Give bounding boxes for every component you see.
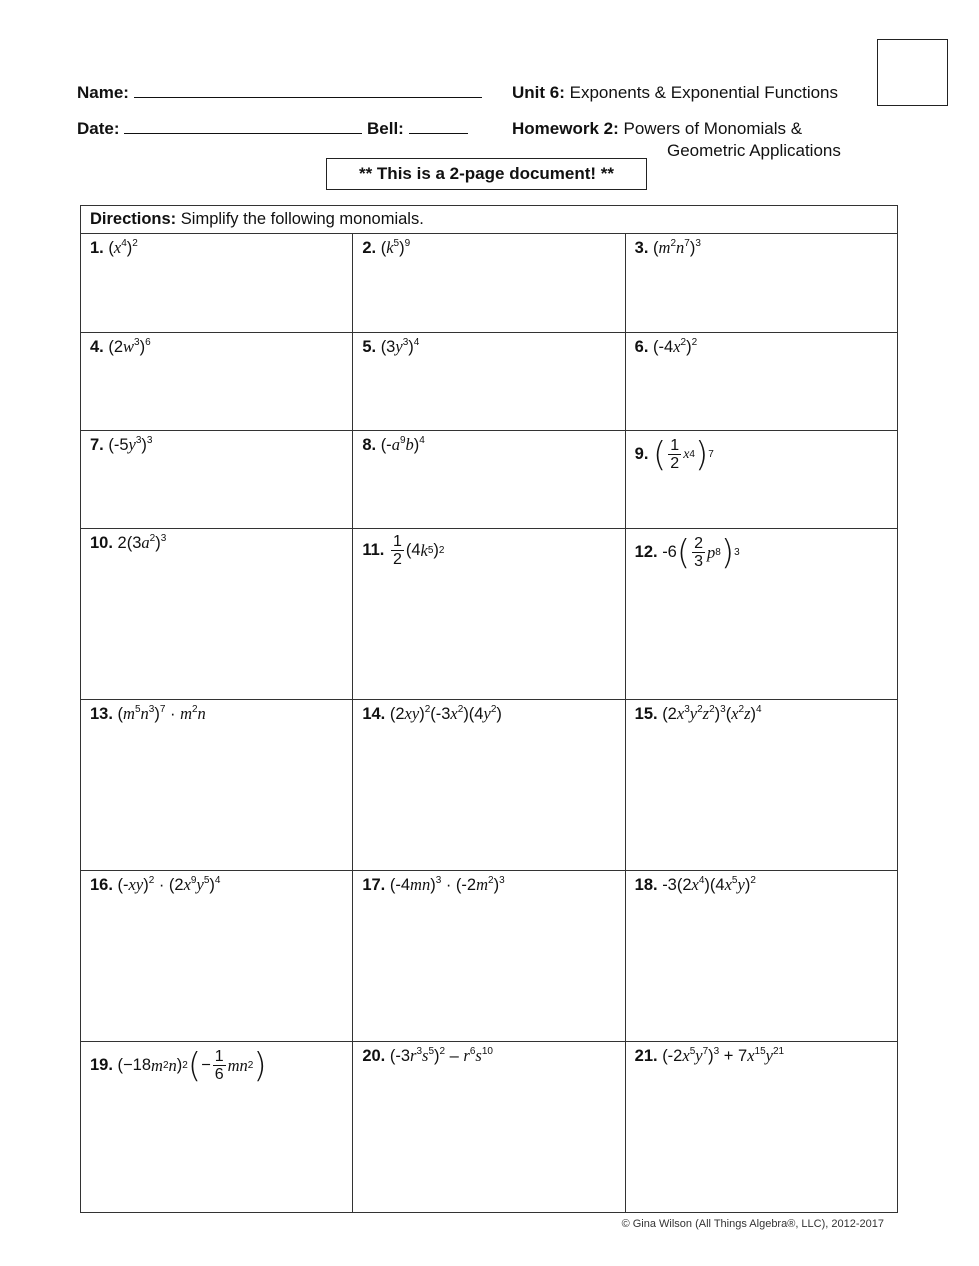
problem-number: 19. [90, 1056, 113, 1074]
problem-expression: $(x^4)^2$ [108, 238, 138, 257]
problem-cell[interactable] [353, 529, 625, 700]
score-box [877, 39, 948, 106]
problem-expression: ( $\frac{1}{2}$ x 4 ) 7 [653, 434, 714, 475]
date-line[interactable] [124, 119, 362, 134]
problem-expression: $(-2x^5y^7)^3 + 7x^{15}y^{21}$ [662, 1046, 785, 1065]
homework-label: Homework 2: [512, 119, 619, 138]
problem-cell[interactable] [81, 871, 353, 1042]
directions-label: Directions: [90, 210, 177, 228]
name-label: Name: [77, 83, 129, 102]
name-line[interactable] [134, 83, 482, 98]
problem-cell[interactable] [81, 529, 353, 700]
problem-expression: -6 ( $\frac{2}{3}$ p 8 ) 3 [662, 532, 740, 573]
bell-line[interactable] [409, 119, 468, 134]
problem-cell[interactable] [81, 1042, 353, 1213]
problem-number: 15. [634, 705, 658, 723]
unit-label: Unit 6: [512, 83, 565, 102]
homework-title-line1: Powers of Monomials & [623, 119, 803, 138]
problem-number: 4. [90, 338, 104, 356]
problem-cell[interactable] [353, 431, 625, 529]
problem-expression: $(-4x^2)^2$ [653, 337, 698, 356]
problem-number: 9. [634, 445, 649, 463]
directions-text: Simplify the following monomials. [180, 210, 424, 228]
problem-expression: $(m^5n^3)^7 \cdot m^2n$ [117, 704, 206, 723]
problem-number: 21. [634, 1047, 658, 1065]
problems-table [80, 205, 898, 1213]
problem-cell[interactable] [625, 234, 897, 333]
problem-number: 17. [362, 876, 386, 894]
problem-expression: $(-3r^3s^5)^2 - r^6s^{10}$ [389, 1046, 493, 1065]
problem-expression: $(m^2n^7)^3$ [653, 238, 701, 257]
problem-number: 13. [90, 705, 113, 723]
problem-expression: (−18 m 2 n ) 2 ( − $\frac{1}{6}$ mn 2 ) [117, 1045, 267, 1086]
problem-cell[interactable] [353, 871, 625, 1042]
problem-cell[interactable] [81, 431, 353, 529]
problem-cell[interactable] [625, 1042, 897, 1213]
problem-cell[interactable] [353, 333, 625, 431]
problem-number: 12. [634, 543, 658, 561]
problem-expression: $(2w^3)^6$ [108, 337, 151, 356]
copyright-footer: © Gina Wilson (All Things Algebra®, LLC), 2012-2017 [621, 1218, 884, 1230]
problem-cell[interactable] [353, 1042, 625, 1213]
problem-number: 3. [634, 239, 649, 257]
problem-number: 10. [90, 534, 113, 552]
problem-number: 1. [90, 239, 104, 257]
problem-number: 6. [634, 338, 649, 356]
problem-number: 2. [362, 239, 377, 257]
problem-expression: $(-xy)^2 \cdot (2x^9y^5)^4$ [117, 875, 221, 894]
problem-number: 20. [362, 1047, 386, 1065]
directions [81, 206, 898, 234]
problem-expression: $\frac{1}{2}$ (4 k 5 ) 2 [392, 533, 445, 568]
problem-cell[interactable] [625, 529, 897, 700]
problem-cell[interactable] [625, 871, 897, 1042]
problem-expression: $(k^5)^9$ [380, 238, 411, 257]
bell-label: Bell: [366, 119, 404, 138]
problem-expression: $(-a^9b)^4$ [380, 435, 425, 454]
problem-cell[interactable] [81, 700, 353, 871]
date-label: Date: [77, 119, 120, 138]
problem-number: 11. [362, 541, 385, 559]
problem-expression: $-3(2x^4)(4x^5y)^2$ [662, 875, 756, 894]
name-field [77, 83, 482, 103]
problem-number: 8. [362, 436, 377, 454]
problem-expression: $(2xy)^2(-3x^2)(4y^2)$ [389, 704, 502, 723]
problem-cell[interactable] [353, 234, 625, 333]
problem-number: 14. [362, 705, 386, 723]
homework-heading [512, 119, 802, 139]
problem-expression: $(-5y^3)^3$ [108, 435, 153, 454]
problem-number: 7. [90, 436, 104, 454]
homework-title-line2: Geometric Applications [667, 141, 841, 160]
problem-number: 18. [634, 876, 658, 894]
problem-cell[interactable] [625, 333, 897, 431]
problem-number: 16. [90, 876, 113, 894]
problem-expression: $(2x^3y^2z^2)^3(x^2z)^4$ [662, 704, 762, 723]
unit-title: Exponents & Exponential Functions [569, 83, 839, 102]
unit-heading [512, 83, 838, 103]
problem-cell[interactable] [81, 234, 353, 333]
problem-expression: $2(3a^2)^3$ [117, 533, 167, 552]
two-page-note: ** This is a 2-page document! ** [326, 158, 647, 190]
problem-cell[interactable] [353, 700, 625, 871]
problem-number: 5. [362, 338, 377, 356]
problem-cell[interactable] [625, 431, 897, 529]
problem-expression: $(3y^3)^4$ [380, 337, 420, 356]
problem-cell[interactable] [81, 333, 353, 431]
date-field [77, 119, 468, 139]
problem-cell[interactable] [625, 700, 897, 871]
problem-expression: $(-4mn)^3 \cdot (-2m^2)^3$ [389, 875, 505, 894]
